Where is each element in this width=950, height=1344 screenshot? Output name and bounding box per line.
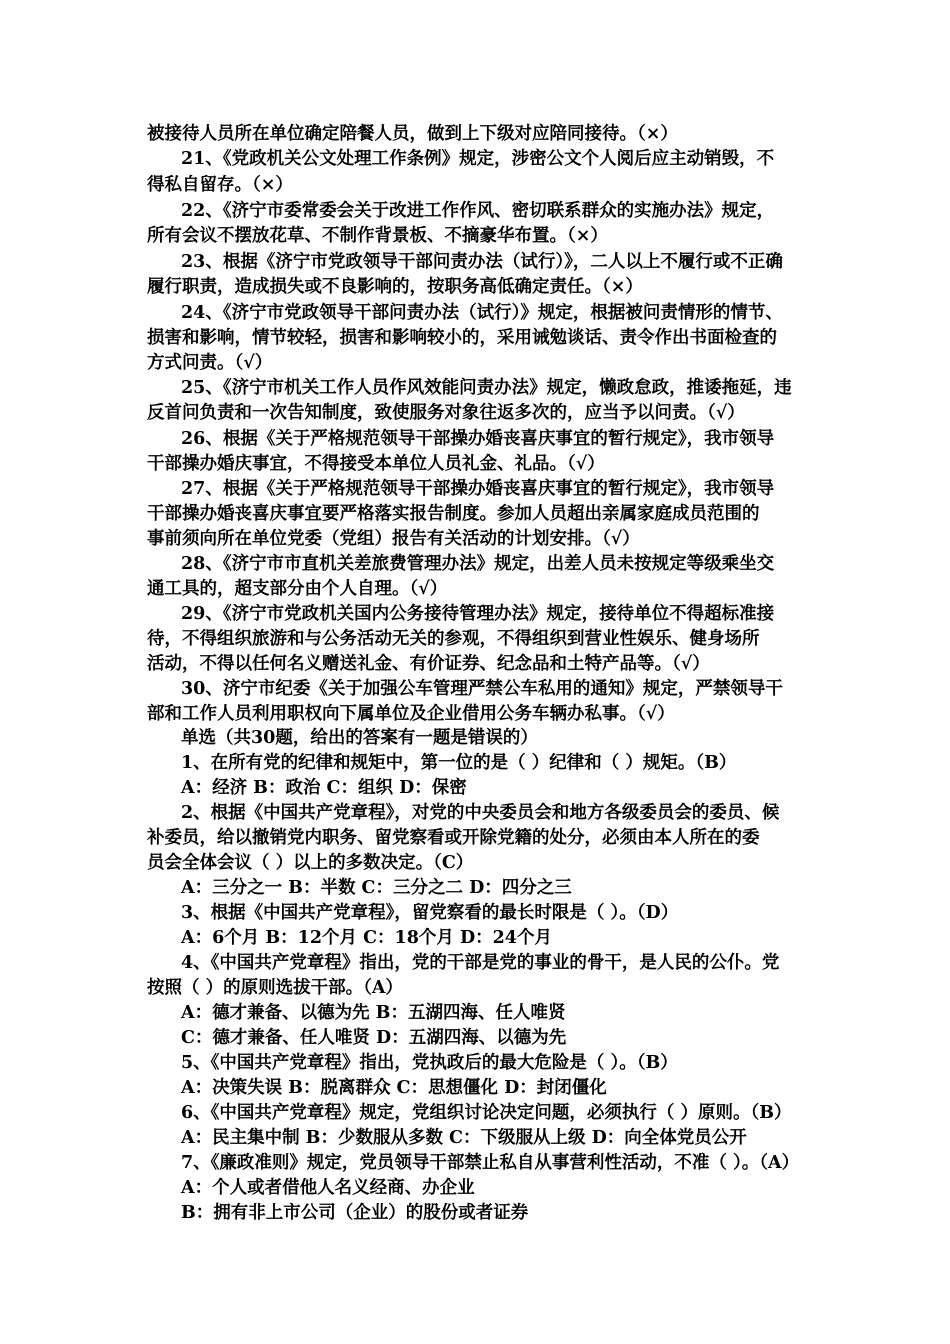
answer-options: A：民主集中制 B：少数服从多数 C：下级服从上级 D：向全体党员公开 <box>181 1128 747 1148</box>
text-line: 反首问负责和一次告知制度，致使服务对象往返多次的，应当予以问责。（√） <box>147 403 745 423</box>
text-line: 24、《济宁市党政领导干部问责办法（试行）》规定，根据被问责情形的情节、 <box>181 303 783 323</box>
answer-options: A：德才兼备、以德为先 B：五湖四海、任人唯贤 <box>181 1003 566 1023</box>
text-line: 活动，不得以任何名义赠送礼金、有价证券、纪念品和土特产品等。（√） <box>147 654 710 674</box>
question-line: 3、根据《中国共产党章程》，留党察看的最长时限是（ ）。（D） <box>181 903 679 923</box>
answer-options: C：德才兼备、任人唯贤 D：五湖四海、以德为先 <box>181 1028 567 1048</box>
question-line: 按照（ ）的原则选拔干部。（A） <box>147 978 403 998</box>
text-line: 所有会议不摆放花草、不制作背景板、不摘豪华布置。（×） <box>147 226 608 246</box>
answer-options: A：决策失误 B：脱离群众 C：思想僵化 D：封闭僵化 <box>181 1078 607 1098</box>
text-line: 部和工作人员利用职权向下属单位及企业借用公务车辆办私事。（√） <box>147 704 675 724</box>
question-line: 7、《廉政准则》规定，党员领导干部禁止私自从事营利性活动，不准（ ）。（A） <box>181 1153 800 1173</box>
text-line: 22、《济宁市委常委会关于改进工作作风、密切联系群众的实施办法》规定， <box>181 201 775 221</box>
text-line: 28、《济宁市市直机关差旅费管理办法》规定，出差人员未按规定等级乘坐交 <box>181 554 775 574</box>
question-line: 5、《中国共产党章程》指出，党执政后的最大危险是（ ）。（B） <box>181 1053 678 1073</box>
text-line: 方式问责。（√） <box>147 353 273 373</box>
text-line: 21、《党政机关公文处理工作条例》规定，涉密公文个人阅后应主动销毁，不 <box>181 149 775 169</box>
question-line: 4、《中国共产党章程》指出，党的干部是党的事业的骨干，是人民的公仆。党 <box>181 953 780 973</box>
text-line: 事前须向所在单位党委（党组）报告有关活动的计划安排。（√） <box>147 529 640 549</box>
text-line: 干部操办婚庆事宜，不得接受本单位人员礼金、礼品。（√） <box>147 454 605 474</box>
text-line: 待，不得组织旅游和与公务活动无关的参观，不得组织到营业性娱乐、健身场所 <box>147 629 760 649</box>
question-line: 补委员，给以撤销党内职务、留党察看或开除党籍的处分，必须由本人所在的委 <box>147 828 760 848</box>
text-line: 被接待人员所在单位确定陪餐人员，做到上下级对应陪同接待。（×） <box>147 124 678 144</box>
text-line: 损害和影响，情节较轻，损害和影响较小的，采用诫勉谈话、责令作出书面检查的 <box>147 328 777 348</box>
answer-options: A：三分之一 B：半数 C：三分之二 D：四分之三 <box>181 878 572 898</box>
text-line: 通工具的，超支部分由个人自理。（√） <box>147 579 448 599</box>
text-line: 25、《济宁市机关工作人员作风效能问责办法》规定，懒政怠政，推诿拖延，违 <box>181 378 792 398</box>
text-line: 29、《济宁市党政机关国内公务接待管理办法》规定，接待单位不得超标准接 <box>181 604 775 624</box>
question-line: 2、根据《中国共产党章程》，对党的中央委员会和地方各级委员会的委员、候 <box>181 803 780 823</box>
text-line: 得私自留存。（×） <box>147 175 293 195</box>
answer-option: B：拥有非上市公司（企业）的股份或者证券 <box>181 1203 529 1223</box>
question-line: 员会全体会议（ ）以上的多数决定。（C） <box>147 853 474 873</box>
text-line: 23、根据《济宁市党政领导干部问责办法（试行）》，二人以上不履行或不正确 <box>181 252 783 272</box>
text-line: 26、根据《关于严格规范领导干部操办婚丧喜庆事宜的暂行规定》，我市领导 <box>181 429 775 449</box>
section-heading: 单选（共30题，给出的答案有一题是错误的） <box>181 728 538 748</box>
answer-options: A：经济 B：政治 C：组织 D：保密 <box>181 778 467 798</box>
question-line: 1、在所有党的纪律和规矩中，第一位的是（ ）纪律和（ ）规矩。（B） <box>181 753 737 773</box>
answer-option: A：个人或者借他人名义经商、办企业 <box>181 1178 475 1198</box>
question-line: 6、《中国共产党章程》规定，党组织讨论决定问题，必须执行（ ）原则。（B） <box>181 1103 792 1123</box>
text-line: 30、济宁市纪委《关于加强公车管理严禁公车私用的通知》规定，严禁领导干 <box>181 679 783 699</box>
text-line: 履行职责，造成损失或不良影响的，按职务高低确定责任。（×） <box>147 277 643 297</box>
answer-options: A：6个月 B：12个月 C：18个月 D：24个月 <box>181 928 552 948</box>
text-line: 干部操办婚丧喜庆事宜要严格落实报告制度。参加人员超出亲属家庭成员范围的 <box>147 504 760 524</box>
text-line: 27、根据《关于严格规范领导干部操办婚丧喜庆事宜的暂行规定》，我市领导 <box>181 479 775 499</box>
